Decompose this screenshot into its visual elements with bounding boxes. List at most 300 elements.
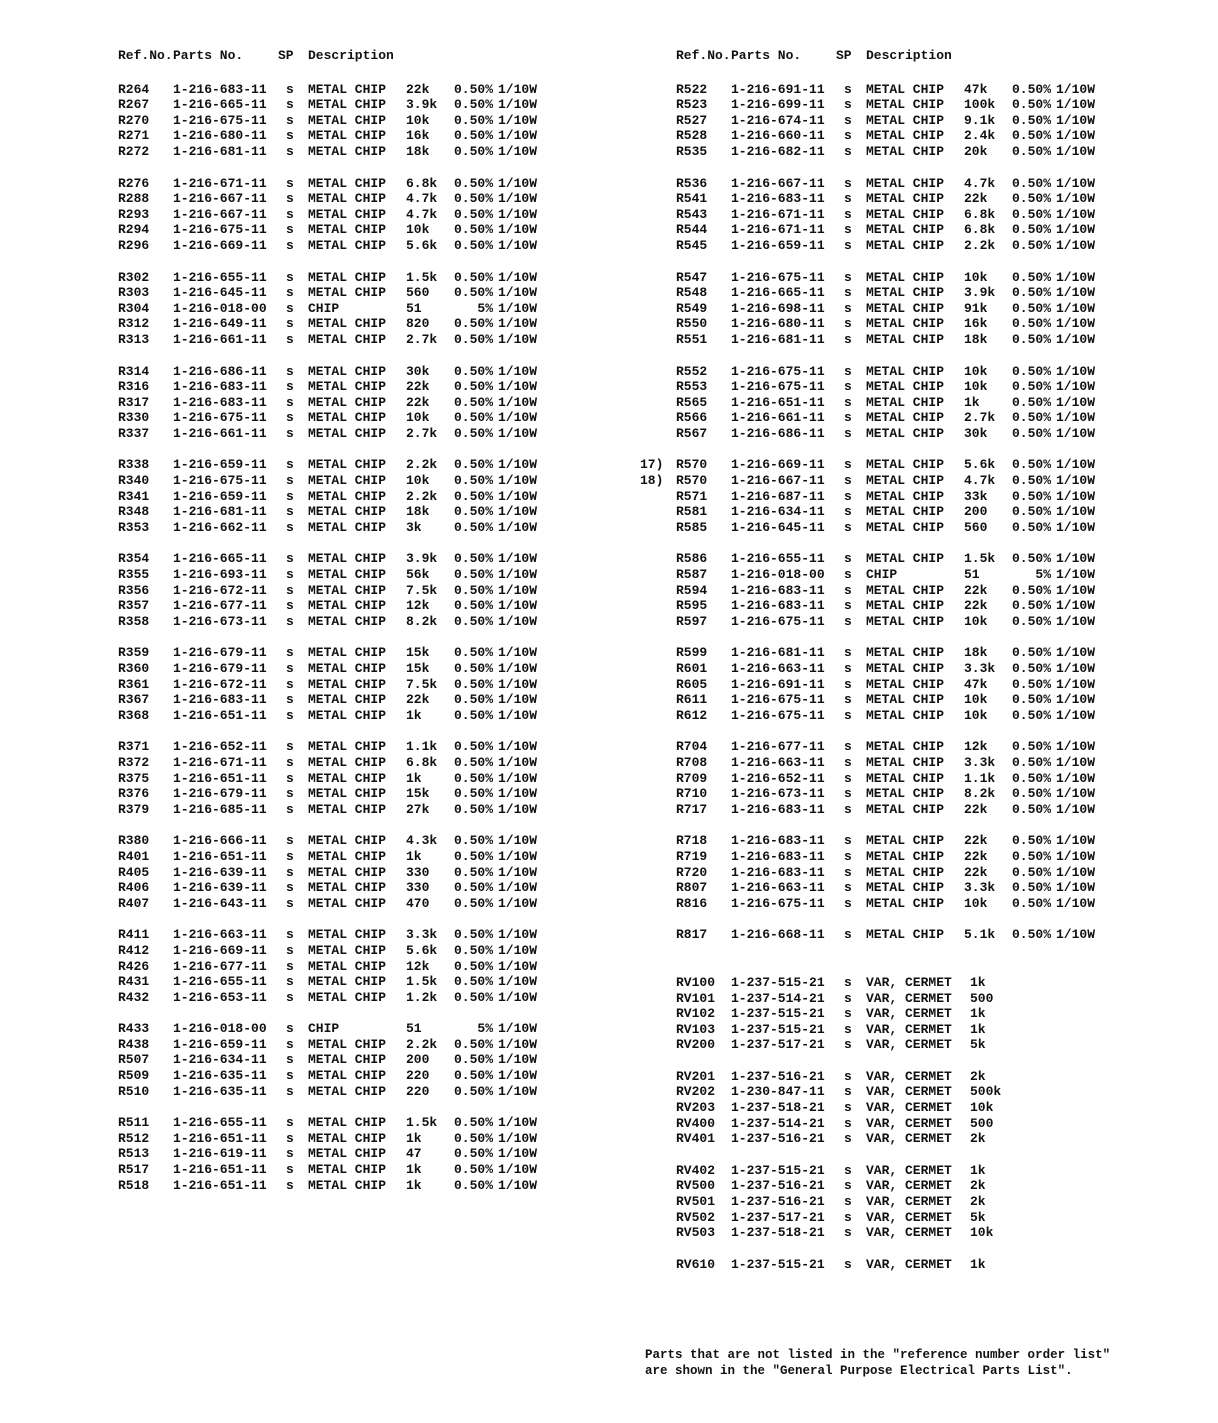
- sp-mark: s: [286, 1115, 294, 1131]
- description: METAL CHIP: [866, 285, 945, 301]
- tolerance: 0.50%: [453, 410, 493, 426]
- description: METAL CHIP: [308, 1146, 387, 1162]
- description: METAL CHIP: [866, 754, 945, 770]
- resistance-value: 10k: [964, 692, 988, 708]
- description: VAR, CERMET: [866, 1068, 952, 1084]
- power-rating: 1/10W: [1056, 519, 1096, 535]
- power-rating: 1/10W: [498, 801, 538, 817]
- table-row: [640, 300, 1096, 317]
- part-number: 1-216-679-11: [173, 645, 267, 661]
- tolerance: 0.50%: [453, 958, 493, 974]
- ref-no: R522: [676, 81, 708, 97]
- sp-mark: s: [286, 848, 294, 864]
- sp-mark: s: [286, 786, 294, 802]
- power-rating: 1/10W: [498, 1130, 538, 1146]
- power-rating: 1/10W: [1056, 754, 1096, 770]
- sp-mark: s: [286, 410, 294, 426]
- resistance-value: 1.5k: [406, 974, 438, 990]
- ref-no: R296: [118, 237, 150, 253]
- table-row: [640, 206, 1096, 223]
- part-number: 1-237-515-21: [731, 1021, 825, 1037]
- power-rating: 1/10W: [1056, 97, 1096, 113]
- table-row: [118, 300, 538, 317]
- sp-mark: s: [286, 754, 294, 770]
- table-row: [640, 269, 1096, 286]
- sp-mark: s: [844, 112, 852, 128]
- description: METAL CHIP: [866, 661, 945, 676]
- ref-no: R317: [118, 394, 150, 410]
- part-number: 1-216-669-11: [731, 457, 825, 473]
- description: METAL CHIP: [308, 801, 387, 817]
- tolerance: 0.50%: [453, 833, 493, 849]
- part-number: 1-216-683-11: [173, 394, 267, 410]
- description: CHIP: [866, 567, 898, 583]
- tolerance: 0.50%: [1011, 394, 1051, 410]
- description: METAL CHIP: [866, 551, 945, 567]
- resistance-value: 1.1k: [964, 770, 996, 786]
- power-rating: 1/10W: [1056, 927, 1096, 943]
- part-number: 1-216-681-11: [173, 504, 267, 520]
- left-parts-list: [118, 81, 538, 1194]
- resistance-value: 2.4k: [964, 128, 996, 144]
- variable-resistor-list: [640, 974, 1002, 1273]
- ref-no: R570: [676, 457, 708, 473]
- description: METAL CHIP: [308, 958, 387, 974]
- power-rating: 1/10W: [1056, 394, 1096, 410]
- sp-mark: s: [844, 598, 852, 614]
- ref-no: R512: [118, 1130, 150, 1146]
- table-row: [118, 316, 538, 332]
- power-rating: 1/10W: [498, 410, 538, 426]
- sp-mark: s: [286, 285, 294, 301]
- sp-mark: s: [286, 269, 294, 285]
- part-number: 1-237-515-21: [731, 1162, 825, 1178]
- sp-mark: s: [844, 425, 852, 441]
- description: METAL CHIP: [866, 191, 945, 207]
- tolerance: 0.50%: [1011, 504, 1051, 520]
- tolerance: 0.50%: [453, 519, 493, 535]
- description: METAL CHIP: [866, 457, 945, 473]
- resistance-value: 18k: [406, 504, 430, 520]
- ref-no: RV202: [676, 1084, 716, 1100]
- description: VAR, CERMET: [866, 1131, 952, 1147]
- resistance-value: 22k: [964, 598, 988, 614]
- tolerance: 0.50%: [453, 1052, 493, 1068]
- note-marker: 17): [640, 457, 664, 473]
- sp-mark: s: [844, 1178, 852, 1194]
- tolerance: 0.50%: [1011, 457, 1051, 473]
- description: METAL CHIP: [308, 598, 387, 614]
- resistance-value: 27k: [406, 801, 430, 817]
- part-number: 1-237-516-21: [731, 1131, 825, 1147]
- power-rating: 1/10W: [498, 833, 538, 849]
- ref-no: R535: [676, 143, 708, 159]
- description: METAL CHIP: [308, 1130, 387, 1146]
- power-rating: 1/10W: [1056, 363, 1096, 379]
- table-row: [640, 1162, 986, 1179]
- table-row: [640, 1084, 1002, 1100]
- table-row: [640, 864, 1096, 881]
- table-row: [640, 504, 1096, 520]
- tolerance: 0.50%: [1011, 582, 1051, 598]
- sp-mark: s: [844, 864, 852, 880]
- description: METAL CHIP: [308, 1162, 387, 1178]
- ref-no: R314: [118, 363, 150, 379]
- table-row: [640, 598, 1096, 614]
- sp-mark: s: [286, 676, 294, 692]
- part-number: 1-216-645-11: [731, 519, 825, 535]
- table-row: [640, 222, 1096, 238]
- power-rating: 1/10W: [498, 331, 538, 347]
- description: METAL CHIP: [308, 128, 387, 144]
- sp-mark: s: [286, 707, 294, 723]
- table-row: [118, 786, 538, 802]
- description: VAR, CERMET: [866, 974, 952, 990]
- table-row: [640, 410, 1096, 426]
- sp-mark: s: [286, 143, 294, 159]
- resistance-value: 200: [964, 504, 988, 520]
- resistance-value: 56k: [406, 567, 430, 583]
- resistance-value: 7.5k: [406, 582, 438, 598]
- table-row: [118, 613, 538, 630]
- ref-no: R355: [118, 567, 150, 583]
- row-group: [640, 833, 1096, 911]
- table-row: [118, 504, 538, 520]
- sp-mark: s: [844, 143, 852, 159]
- tolerance: 0.50%: [1011, 927, 1051, 943]
- description: METAL CHIP: [308, 1083, 387, 1099]
- ref-no: R511: [118, 1115, 150, 1131]
- description: VAR, CERMET: [866, 1162, 952, 1178]
- resistance-value: 2k: [970, 1194, 986, 1210]
- part-number: 1-237-516-21: [731, 1194, 825, 1210]
- tolerance: 0.50%: [1011, 331, 1051, 347]
- description: METAL CHIP: [308, 754, 387, 770]
- description: METAL CHIP: [866, 331, 945, 347]
- power-rating: 1/10W: [1056, 598, 1096, 614]
- power-rating: 1/10W: [1056, 864, 1096, 880]
- sp-mark: s: [844, 707, 852, 723]
- power-rating: 1/10W: [498, 1162, 538, 1178]
- table-row: [118, 175, 538, 192]
- ref-no: R597: [676, 613, 708, 629]
- table-row: [118, 1130, 538, 1147]
- part-number: 1-216-679-11: [173, 661, 267, 676]
- power-rating: 1/10W: [498, 1083, 538, 1099]
- tolerance: 0.50%: [453, 1068, 493, 1084]
- part-number: 1-216-655-11: [731, 551, 825, 567]
- description: METAL CHIP: [308, 316, 387, 332]
- table-row: [640, 880, 1096, 896]
- resistance-value: 10k: [406, 473, 430, 489]
- sp-mark: s: [844, 300, 852, 316]
- ref-no: R527: [676, 112, 708, 128]
- description: METAL CHIP: [308, 582, 387, 598]
- power-rating: 1/10W: [1056, 457, 1096, 473]
- tolerance: 0.50%: [453, 864, 493, 880]
- description: METAL CHIP: [866, 582, 945, 598]
- resistance-value: 51: [406, 300, 422, 316]
- description: METAL CHIP: [308, 143, 387, 159]
- sp-mark: s: [286, 473, 294, 489]
- part-number: 1-216-665-11: [731, 285, 825, 301]
- row-group: [118, 551, 538, 629]
- right-parts-column: [640, 48, 1096, 1288]
- description: METAL CHIP: [308, 864, 387, 880]
- part-number: 1-216-672-11: [173, 676, 267, 692]
- table-row: [118, 551, 538, 567]
- power-rating: 1/10W: [1056, 112, 1096, 128]
- sp-mark: s: [286, 1036, 294, 1052]
- resistance-value: 2k: [970, 1131, 986, 1147]
- power-rating: 1/10W: [498, 112, 538, 128]
- resistance-value: 2.2k: [406, 1036, 438, 1052]
- power-rating: 1/10W: [1056, 175, 1096, 191]
- resistance-value: 1.1k: [406, 739, 438, 755]
- resistance-value: 2k: [970, 1068, 986, 1084]
- table-row: [640, 974, 986, 991]
- resistance-value: 1k: [970, 1256, 986, 1272]
- table-row: [118, 1068, 538, 1084]
- power-rating: 1/10W: [1056, 379, 1096, 395]
- ref-no: R360: [118, 661, 150, 676]
- ref-no: R551: [676, 331, 708, 347]
- power-rating: 1/10W: [1056, 191, 1096, 207]
- resistance-value: 1.5k: [964, 551, 996, 567]
- resistance-value: 10k: [406, 112, 430, 128]
- power-rating: 1/10W: [498, 661, 538, 676]
- power-rating: 1/10W: [498, 989, 538, 1005]
- part-number: 1-216-651-11: [173, 770, 267, 786]
- table-row: [640, 112, 1096, 129]
- part-number: 1-216-699-11: [731, 97, 825, 113]
- description: METAL CHIP: [308, 81, 387, 97]
- row-group: [640, 457, 1096, 535]
- description: METAL CHIP: [866, 770, 945, 786]
- table-row: [118, 1115, 538, 1131]
- resistance-value: 5.6k: [406, 942, 438, 958]
- sp-mark: s: [844, 1131, 852, 1147]
- part-number: 1-216-663-11: [173, 927, 267, 943]
- resistance-value: 20k: [964, 143, 988, 159]
- part-number: 1-237-518-21: [731, 1100, 825, 1116]
- sp-mark: s: [844, 754, 852, 770]
- table-row: [118, 567, 538, 583]
- description: METAL CHIP: [866, 598, 945, 614]
- column-header: [118, 48, 394, 64]
- resistance-value: 22k: [406, 81, 430, 97]
- description: METAL CHIP: [308, 739, 387, 755]
- power-rating: 1/10W: [498, 488, 538, 504]
- table-row: [640, 1021, 986, 1038]
- table-row: [640, 81, 1096, 98]
- table-row: [640, 379, 1096, 395]
- tolerance: 0.50%: [1011, 410, 1051, 426]
- tolerance: 0.50%: [1011, 488, 1051, 504]
- row-group: [640, 1068, 1002, 1147]
- ref-no: R565: [676, 394, 708, 410]
- part-number: 1-216-635-11: [173, 1083, 267, 1099]
- part-number: 1-216-673-11: [173, 613, 267, 629]
- tolerance: 0.50%: [1011, 97, 1051, 113]
- description: METAL CHIP: [866, 927, 945, 943]
- sp-mark: s: [844, 801, 852, 817]
- table-row: [640, 567, 1096, 583]
- tolerance: 0.50%: [1011, 551, 1051, 567]
- description: METAL CHIP: [308, 974, 387, 990]
- power-rating: 1/10W: [498, 1115, 538, 1131]
- tolerance: 0.50%: [1011, 128, 1051, 144]
- power-rating: 1/10W: [1056, 143, 1096, 159]
- row-group: [118, 739, 538, 817]
- ref-no: R581: [676, 504, 708, 520]
- ref-no: R553: [676, 379, 708, 395]
- sp-mark: s: [286, 1021, 294, 1037]
- ref-no: R587: [676, 567, 708, 583]
- ref-no: R431: [118, 974, 150, 990]
- sp-mark: s: [286, 770, 294, 786]
- resistance-value: 10k: [406, 222, 430, 238]
- table-row: [640, 1037, 986, 1053]
- tolerance: 0.50%: [1011, 739, 1051, 755]
- description: METAL CHIP: [308, 645, 387, 661]
- sp-mark: s: [286, 191, 294, 207]
- ref-no: R433: [118, 1021, 150, 1037]
- table-row: [640, 519, 1096, 536]
- resistance-value: 1k: [406, 707, 422, 723]
- power-rating: 1/10W: [1056, 582, 1096, 598]
- part-number: 1-237-517-21: [731, 1037, 825, 1053]
- sp-mark: s: [844, 895, 852, 911]
- description: VAR, CERMET: [866, 1256, 952, 1272]
- sp-mark: s: [844, 661, 852, 676]
- sp-mark: s: [844, 1162, 852, 1178]
- table-row: [118, 1052, 538, 1068]
- row-group: [640, 269, 1096, 348]
- ref-no: R523: [676, 97, 708, 113]
- ref-no: R376: [118, 786, 150, 802]
- row-group: [118, 457, 538, 535]
- description: METAL CHIP: [308, 770, 387, 786]
- sp-mark: s: [286, 613, 294, 629]
- power-rating: 1/10W: [498, 316, 538, 332]
- sp-mark: s: [844, 990, 852, 1006]
- sp-mark: s: [844, 269, 852, 285]
- description: VAR, CERMET: [866, 1084, 952, 1100]
- part-number: 1-216-635-11: [173, 1068, 267, 1084]
- resistance-value: 500: [970, 990, 994, 1006]
- power-rating: 1/10W: [1056, 410, 1096, 426]
- sp-mark: s: [286, 363, 294, 379]
- table-row: [640, 473, 1096, 489]
- tolerance: 0.50%: [453, 1083, 493, 1099]
- resistance-value: 8.2k: [964, 786, 996, 802]
- ref-no: RV610: [676, 1256, 716, 1272]
- table-row: [118, 379, 538, 395]
- tolerance: 0.50%: [453, 582, 493, 598]
- power-rating: 1/10W: [498, 958, 538, 974]
- description: VAR, CERMET: [866, 1225, 952, 1241]
- ref-no: RV400: [676, 1115, 716, 1131]
- sp-mark: s: [286, 974, 294, 990]
- resistance-value: 10k: [964, 269, 988, 285]
- tolerance: 0.50%: [1011, 237, 1051, 253]
- table-row: [118, 128, 538, 144]
- table-row: [640, 97, 1096, 113]
- sp-mark: s: [844, 488, 852, 504]
- ref-no: R405: [118, 864, 150, 880]
- sp-mark: s: [844, 394, 852, 410]
- power-rating: 1/10W: [498, 143, 538, 159]
- description: METAL CHIP: [308, 519, 387, 535]
- ref-no: R293: [118, 206, 150, 222]
- part-number: 1-237-516-21: [731, 1068, 825, 1084]
- ref-no: RV402: [676, 1162, 716, 1178]
- power-rating: 1/10W: [1056, 895, 1096, 911]
- part-number: 1-216-675-11: [731, 895, 825, 911]
- description: METAL CHIP: [308, 222, 387, 238]
- part-number: 1-216-651-11: [731, 394, 825, 410]
- description: VAR, CERMET: [866, 1006, 952, 1022]
- description: VAR, CERMET: [866, 1037, 952, 1053]
- sp-mark: s: [286, 112, 294, 128]
- tolerance: 0.50%: [453, 457, 493, 473]
- ref-no: R354: [118, 551, 150, 567]
- table-row: [640, 425, 1096, 442]
- description: METAL CHIP: [308, 1068, 387, 1084]
- sp-mark: s: [844, 739, 852, 755]
- ref-no: RV201: [676, 1068, 716, 1084]
- ref-no: R353: [118, 519, 150, 535]
- tolerance: 0.50%: [1011, 864, 1051, 880]
- tolerance: 0.50%: [1011, 379, 1051, 395]
- description: METAL CHIP: [308, 1177, 387, 1193]
- power-rating: 1/10W: [498, 613, 538, 629]
- table-row: [118, 97, 538, 113]
- resistance-value: 2.2k: [406, 457, 438, 473]
- table-row: [640, 331, 1096, 348]
- description: METAL CHIP: [866, 692, 945, 708]
- sp-mark: s: [286, 582, 294, 598]
- tolerance: 0.50%: [1011, 425, 1051, 441]
- table-row: [640, 770, 1096, 787]
- part-number: 1-237-515-21: [731, 1256, 825, 1272]
- resistance-value: 330: [406, 880, 430, 896]
- ref-no: R316: [118, 379, 150, 395]
- resistance-value: 1.2k: [406, 989, 438, 1005]
- part-number: 1-237-515-21: [731, 974, 825, 990]
- power-rating: 1/10W: [498, 457, 538, 473]
- description: METAL CHIP: [308, 473, 387, 489]
- table-row: [640, 1006, 986, 1022]
- table-row: [118, 989, 538, 1006]
- ref-no: R407: [118, 895, 150, 911]
- description: METAL CHIP: [866, 488, 945, 504]
- resistance-value: 3k: [406, 519, 422, 535]
- part-number: 1-216-659-11: [173, 457, 267, 473]
- ref-no: RV101: [676, 990, 716, 1006]
- ref-no: R358: [118, 613, 150, 629]
- power-rating: 1/10W: [498, 128, 538, 144]
- resistance-value: 9.1k: [964, 112, 996, 128]
- tolerance: 0.50%: [1011, 692, 1051, 708]
- ref-no: R710: [676, 786, 708, 802]
- part-number: 1-216-675-11: [173, 222, 267, 238]
- tolerance: 0.50%: [453, 974, 493, 990]
- sp-mark: s: [844, 379, 852, 395]
- power-rating: 1/10W: [1056, 880, 1096, 896]
- power-rating: 1/10W: [498, 237, 538, 253]
